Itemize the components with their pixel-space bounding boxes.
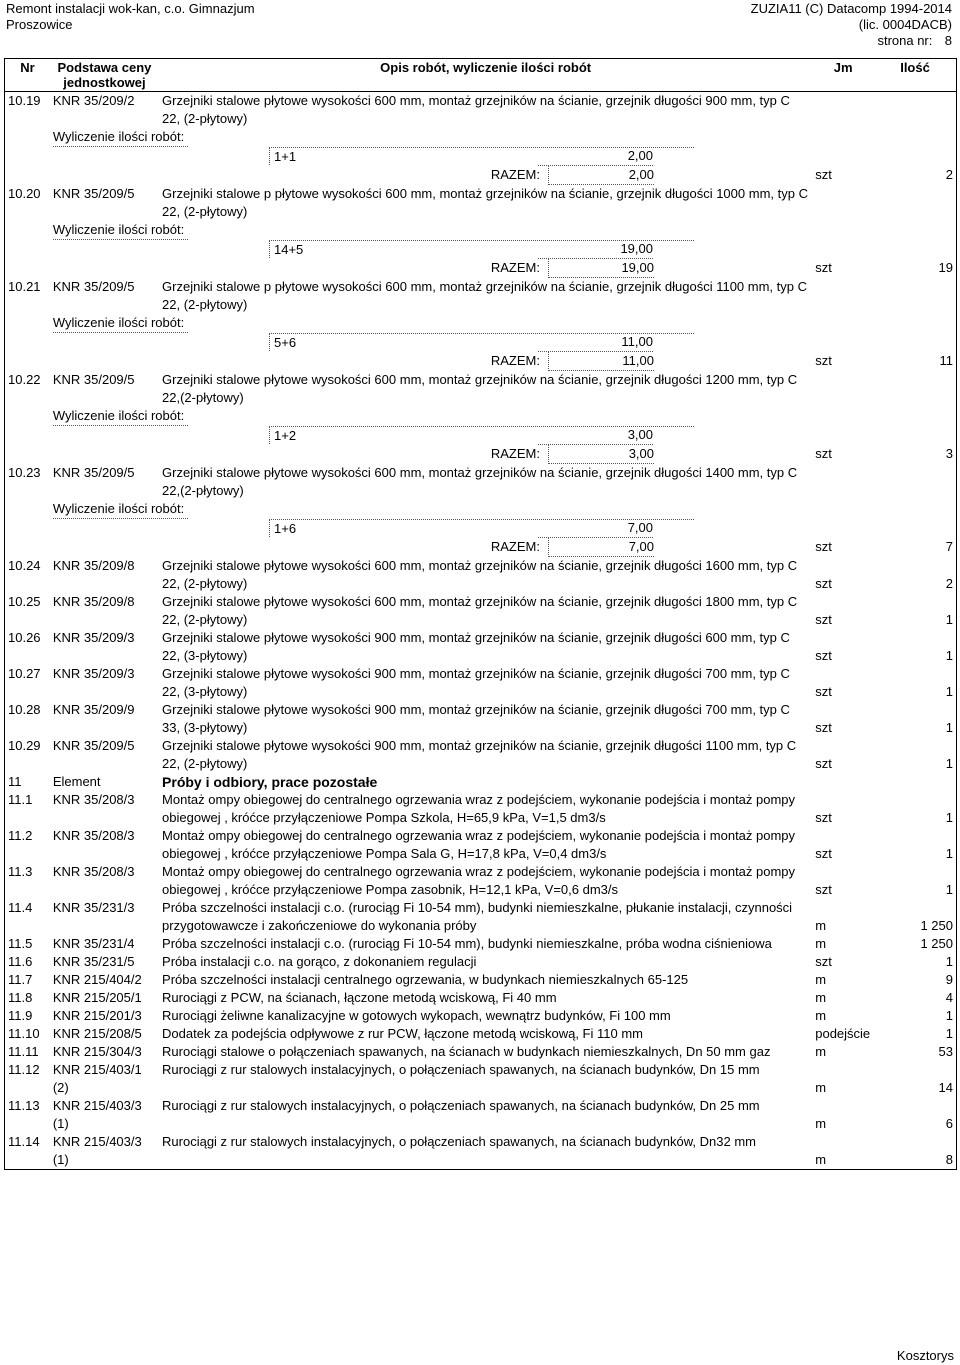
- item-jm: szt: [815, 720, 832, 735]
- table-row: [5, 1097, 957, 1133]
- blank-cell: [874, 147, 956, 166]
- col-desc-header: Opis robót, wyliczenie ilości robót: [159, 59, 812, 92]
- blank-cell: [812, 519, 874, 538]
- blank-cell: [874, 519, 956, 538]
- blank-cell: [812, 407, 874, 426]
- item-base: KNR 215/404/2: [52, 972, 142, 987]
- item-qty: 2: [945, 167, 953, 182]
- table-row: [5, 863, 957, 899]
- calc-subtotal: 2,00: [538, 147, 653, 166]
- license-info: (lic. 0004DACB): [858, 17, 952, 32]
- item-description: Próba szczelności instalacji c.o. (rurociąg Fi 10-54 mm), budynki niemieszkalne, płukanie instalacji, czynności przygotowawcze i zakończeniowe do wykonania próby: [162, 900, 793, 933]
- calc-line: [8, 519, 809, 538]
- calc-line: [8, 426, 809, 445]
- item-jm: szt: [815, 576, 832, 591]
- col-jm-header: Jm: [812, 59, 874, 92]
- blank-cell: [812, 426, 874, 445]
- calc-expression-row: [5, 147, 957, 166]
- calc-expression-row: [5, 519, 957, 538]
- item-nr: 11.7: [8, 972, 33, 987]
- calc-label-cell: [50, 221, 812, 240]
- page-number-value: 8: [944, 33, 952, 48]
- table-row: [5, 1007, 957, 1025]
- razem-row: [5, 352, 957, 371]
- razem-total: 11,00: [548, 352, 654, 371]
- calc-label: Wyliczenie ilości robót:: [53, 500, 188, 519]
- item-jm: szt: [815, 846, 832, 861]
- item-qty: [874, 92, 956, 129]
- table-body: [5, 92, 957, 1170]
- item-qty: 1: [945, 648, 953, 663]
- razem-label: RAZEM:: [490, 167, 540, 182]
- item-qty: 1: [945, 756, 953, 771]
- blank-cell: [874, 407, 956, 426]
- item-description: Rurociągi z rur stalowych instalacyjnych, o połączeniach spawanych, na ścianach budynków, Dn32 mm: [162, 1134, 756, 1149]
- razem-cell: [5, 352, 813, 371]
- table-row: [5, 464, 957, 500]
- razem-total: 3,00: [548, 445, 654, 464]
- item-base: KNR 35/209/3: [52, 630, 135, 645]
- table-row: [5, 1061, 957, 1097]
- item-qty: 53: [938, 1044, 953, 1059]
- item-jm: szt: [815, 446, 832, 461]
- item-qty: 1: [945, 810, 953, 825]
- blank-cell: [874, 773, 956, 791]
- item-description: Rurociągi z rur stalowych instalacyjnych, o połączeniach spawanych, na ścianach budynków, Dn 15 mm: [162, 1062, 760, 1077]
- item-base: KNR 35/209/3: [52, 666, 135, 681]
- item-description: Rurociągi żeliwne kanalizacyjne w gotowych wykopach, wewnątrz budynków, Fi 100 mm: [162, 1008, 671, 1023]
- item-qty: 1: [945, 954, 953, 969]
- blank-cell: [874, 221, 956, 240]
- item-nr: 10.22: [8, 372, 41, 387]
- item-description: Grzejniki stalowe p płytowe wysokości 600 mm, montaż grzejników na ścianie, grzejnik długości 1000 mm, typ C 22, (2-płytowy): [162, 186, 808, 219]
- blank-cell: [5, 407, 50, 426]
- software-name: ZUZIA11 (C) Datacomp 1994-2014: [750, 1, 952, 16]
- item-nr: 10.23: [8, 465, 41, 480]
- blank-cell: [874, 128, 956, 147]
- calc-expression: 1+1: [269, 147, 694, 166]
- item-description: Montaż ompy obiegowej do centralnego ogrzewania wraz z podejściem, wykonanie podejścia i montaż pompy obiegowej , króćce przyłączeniowe Pompa zasobnik, H=12,1 kPa, V=0,6 dm3/s: [162, 864, 796, 897]
- item-base: KNR 35/208/3: [52, 828, 135, 843]
- item-base: KNR 215/403/1 (2): [52, 1062, 142, 1095]
- razem-label: RAZEM:: [490, 353, 540, 368]
- item-jm: podejście: [815, 1026, 871, 1041]
- item-description: Grzejniki stalowe płytowe wysokości 600 mm, montaż grzejników na ścianie, grzejnik długości 900 mm, typ C 22, (2-płytowy): [162, 93, 790, 126]
- item-nr: 11.2: [8, 828, 33, 843]
- item-qty: 7: [945, 539, 953, 554]
- item-qty: [874, 464, 956, 500]
- item-qty: 1: [945, 684, 953, 699]
- table-row: [5, 935, 957, 953]
- item-jm: szt: [815, 684, 832, 699]
- item-description: Dodatek za podejścia odpływowe z rur PCW, łączone metodą wciskową, Fi 110 mm: [162, 1026, 643, 1041]
- calc-expression: 1+6: [269, 519, 694, 538]
- col-qty-header: Ilość: [874, 59, 956, 92]
- page-number: [751, 33, 952, 49]
- item-base: KNR 35/231/5: [52, 954, 135, 969]
- item-base: KNR 35/209/8: [52, 558, 135, 573]
- calc-expression-cell: [5, 333, 813, 352]
- item-description: Grzejniki stalowe płytowe wysokości 900 mm, montaż grzejników na ścianie, grzejnik długości 700 mm, typ C 33, (3-płytowy): [162, 702, 790, 735]
- calc-label-cell: [50, 314, 812, 333]
- item-base: KNR 35/209/5: [52, 372, 135, 387]
- item-jm: m: [815, 1152, 827, 1167]
- item-nr: 11.9: [8, 1008, 33, 1023]
- item-qty: 14: [938, 1080, 953, 1095]
- item-description: Próba instalacji c.o. na gorąco, z dokonaniem regulacji: [162, 954, 477, 969]
- item-description: Grzejniki stalowe płytowe wysokości 600 mm, montaż grzejników na ścianie, grzejnik długości 1600 mm, typ C 22, (2-płytowy): [162, 558, 798, 591]
- item-nr: 11.3: [8, 864, 33, 879]
- item-qty: 2: [945, 576, 953, 591]
- item-jm: szt: [815, 539, 832, 554]
- item-nr: 11.11: [8, 1044, 39, 1059]
- calc-expression: 14+5: [269, 240, 694, 259]
- calc-line: [8, 147, 809, 166]
- item-nr: 10.27: [8, 666, 41, 681]
- item-nr: 10.19: [8, 93, 41, 108]
- item-jm: szt: [815, 353, 832, 368]
- blank-cell: [874, 240, 956, 259]
- razem-cell: [5, 538, 813, 557]
- item-qty: 1: [945, 846, 953, 861]
- item-qty: 6: [945, 1116, 953, 1131]
- razem-line: [8, 538, 809, 557]
- item-qty: 19: [938, 260, 953, 275]
- item-nr: 10.26: [8, 630, 41, 645]
- item-qty: 1: [945, 612, 953, 627]
- calc-expression-cell: [5, 240, 813, 259]
- calc-label-cell: [50, 407, 812, 426]
- item-base: KNR 215/403/3 (1): [52, 1134, 142, 1167]
- item-nr: 10.24: [8, 558, 41, 573]
- razem-row: [5, 166, 957, 185]
- item-base: KNR 35/208/3: [52, 864, 135, 879]
- razem-row: [5, 445, 957, 464]
- item-jm: [812, 371, 874, 407]
- calc-expression: 5+6: [269, 333, 694, 352]
- blank-cell: [874, 426, 956, 445]
- item-jm: szt: [815, 167, 832, 182]
- item-description: Grzejniki stalowe płytowe wysokości 900 mm, montaż grzejników na ścianie, grzejnik długości 1100 mm, typ C 22, (2-płytowy): [162, 738, 797, 771]
- item-qty: [874, 278, 956, 314]
- blank-cell: [812, 240, 874, 259]
- razem-line: [8, 352, 809, 371]
- item-jm: m: [815, 1080, 827, 1095]
- blank-cell: [874, 333, 956, 352]
- item-base: KNR 215/403/3 (1): [52, 1098, 142, 1131]
- blank-cell: [812, 333, 874, 352]
- item-jm: szt: [815, 260, 832, 275]
- item-nr: 11.5: [8, 936, 33, 951]
- item-base: KNR 35/209/5: [52, 465, 135, 480]
- item-qty: 8: [945, 1152, 953, 1167]
- table-row: [5, 827, 957, 863]
- element-nr: 11: [8, 774, 22, 789]
- item-base: KNR 35/209/8: [52, 594, 135, 609]
- item-description: Grzejniki stalowe płytowe wysokości 600 mm, montaż grzejników na ścianie, grzejnik długości 1400 mm, typ C 22,(2-płytowy): [162, 465, 798, 498]
- calc-label-row: [5, 128, 957, 147]
- item-jm: m: [815, 1008, 827, 1023]
- item-nr: 11.1: [8, 792, 33, 807]
- item-qty: 3: [945, 446, 953, 461]
- blank-cell: [5, 221, 50, 240]
- table-row: [5, 989, 957, 1007]
- item-base: KNR 215/208/5: [52, 1026, 142, 1041]
- project-title-line1: Remont instalacji wok-kan, c.o. Gimnazjum: [6, 1, 255, 16]
- calc-label-row: [5, 314, 957, 333]
- razem-line: [8, 259, 809, 278]
- page-label: strona nr:: [877, 33, 933, 48]
- item-description: Grzejniki stalowe płytowe wysokości 600 mm, montaż grzejników na ścianie, grzejnik długości 1200 mm, typ C 22,(2-płytowy): [162, 372, 798, 405]
- razem-row: [5, 259, 957, 278]
- razem-total: 2,00: [548, 166, 654, 185]
- item-jm: szt: [815, 612, 832, 627]
- item-jm: [812, 464, 874, 500]
- item-jm: m: [815, 1116, 827, 1131]
- cost-estimate-table: [4, 58, 957, 1170]
- table-row: [5, 665, 957, 701]
- calc-label: Wyliczenie ilości robót:: [53, 314, 188, 333]
- item-base: KNR 35/209/5: [52, 186, 135, 201]
- item-nr: 10.21: [8, 279, 41, 294]
- item-base: KNR 35/209/5: [52, 279, 135, 294]
- calc-expression-row: [5, 426, 957, 445]
- element-title: Próby i odbiory, prace pozostałe: [162, 774, 378, 790]
- item-qty: [874, 185, 956, 221]
- blank-cell: [812, 128, 874, 147]
- item-qty: 1 250: [920, 936, 953, 951]
- software-info: [751, 1, 952, 49]
- item-jm: [812, 278, 874, 314]
- item-nr: 11.14: [8, 1134, 40, 1149]
- calc-subtotal: 19,00: [538, 240, 653, 259]
- razem-row: [5, 538, 957, 557]
- table-row: [5, 371, 957, 407]
- table-row: [5, 791, 957, 827]
- item-description: Grzejniki stalowe płytowe wysokości 600 mm, montaż grzejników na ścianie, grzejnik długości 1800 mm, typ C 22, (2-płytowy): [162, 594, 798, 627]
- item-jm: m: [815, 936, 827, 951]
- page-header: [0, 0, 960, 60]
- calc-label-cell: [50, 128, 812, 147]
- calc-subtotal: 7,00: [538, 519, 653, 538]
- calc-label: Wyliczenie ilości robót:: [53, 128, 188, 147]
- item-base: KNR 215/304/3: [52, 1044, 142, 1059]
- item-base: KNR 35/209/5: [52, 738, 135, 753]
- blank-cell: [812, 147, 874, 166]
- blank-cell: [812, 221, 874, 240]
- item-qty: 9: [945, 972, 953, 987]
- calc-label-row: [5, 407, 957, 426]
- calc-label: Wyliczenie ilości robót:: [53, 221, 188, 240]
- item-description: Grzejniki stalowe p płytowe wysokości 600 mm, montaż grzejników na ścianie, grzejnik długości 1100 mm, typ C 22, (2-płytowy): [162, 279, 807, 312]
- table-row: [5, 953, 957, 971]
- item-nr: 11.13: [8, 1098, 40, 1113]
- calc-expression-row: [5, 333, 957, 352]
- item-base: KNR 35/208/3: [52, 792, 135, 807]
- calc-line: [8, 240, 809, 259]
- calc-label: Wyliczenie ilości robót:: [53, 407, 188, 426]
- item-qty: 1: [945, 720, 953, 735]
- col-base-header: Podstawa ceny jednostkowej: [50, 59, 159, 92]
- item-base: KNR 215/205/1: [52, 990, 142, 1005]
- item-jm: szt: [815, 648, 832, 663]
- project-title: [6, 1, 255, 33]
- table-row: [5, 701, 957, 737]
- item-jm: [812, 92, 874, 129]
- item-qty: [874, 371, 956, 407]
- item-description: Montaż ompy obiegowej do centralnego ogrzewania wraz z podejściem, wykonanie podejścia i montaż pompy obiegowej , króćce przyłączeniowe Pompa Sala G, H=17,8 kPa, V=0,4 dm3/s: [162, 828, 796, 861]
- razem-label: RAZEM:: [490, 539, 540, 554]
- item-jm: m: [815, 990, 827, 1005]
- calc-label-row: [5, 221, 957, 240]
- blank-cell: [812, 314, 874, 333]
- table-row: [5, 593, 957, 629]
- item-base: KNR 35/231/4: [52, 936, 135, 951]
- blank-cell: [874, 500, 956, 519]
- table-row: [5, 971, 957, 989]
- item-base: KNR 35/209/2: [52, 93, 135, 108]
- item-description: Próba szczelności instalacji centralnego ogrzewania, w budynkach niemieszkalnych 65-125: [162, 972, 689, 987]
- calc-expression-cell: [5, 147, 813, 166]
- calc-label-row: [5, 500, 957, 519]
- item-description: Grzejniki stalowe płytowe wysokości 900 mm, montaż grzejników na ścianie, grzejnik długości 700 mm, typ C 22, (3-płytowy): [162, 666, 790, 699]
- razem-cell: [5, 445, 813, 464]
- calc-expression: 1+2: [269, 426, 694, 445]
- col-nr-header: Nr: [5, 59, 50, 92]
- item-nr: 11.4: [8, 900, 33, 915]
- item-nr: 10.29: [8, 738, 41, 753]
- table-row: [5, 557, 957, 593]
- item-qty: 11: [939, 353, 953, 368]
- blank-cell: [812, 500, 874, 519]
- item-description: Montaż ompy obiegowej do centralnego ogrzewania wraz z podejściem, wykonanie podejścia i montaż pompy obiegowej , króćce przyłączeniowe Pompa Szkola, H=65,9 kPa, V=1,5 dm3/s: [162, 792, 796, 825]
- razem-label: RAZEM:: [490, 260, 540, 275]
- item-nr: 10.20: [8, 186, 41, 201]
- item-qty: 1: [945, 882, 953, 897]
- table-header: [5, 59, 957, 92]
- item-description: Rurociągi z PCW, na ścianach, łączone metodą wciskową, Fi 40 mm: [162, 990, 557, 1005]
- item-nr: 10.28: [8, 702, 41, 717]
- item-nr: 11.10: [8, 1026, 40, 1041]
- item-nr: 11.8: [8, 990, 33, 1005]
- razem-total: 7,00: [548, 538, 654, 557]
- item-base: KNR 35/209/9: [52, 702, 135, 717]
- razem-cell: [5, 259, 813, 278]
- razem-cell: [5, 166, 813, 185]
- blank-cell: [5, 128, 50, 147]
- item-jm: szt: [815, 756, 832, 771]
- item-description: Rurociągi z rur stalowych instalacyjnych, o połączeniach spawanych, na ścianach budynków, Dn 25 mm: [162, 1098, 760, 1113]
- item-description: Próba szczelności instalacji c.o. (rurociąg Fi 10-54 mm), budynki niemieszkalne, próba wodna ciśnieniowa: [162, 936, 772, 951]
- table-row: [5, 185, 957, 221]
- item-qty: 1: [945, 1026, 953, 1041]
- calc-expression-cell: [5, 519, 813, 538]
- project-title-line2: Proszowice: [6, 17, 73, 32]
- item-description: Rurociągi stalowe o połączeniach spawanych, na ścianach w budynkach niemieszkalnych, Dn 50 mm gaz: [162, 1044, 771, 1059]
- blank-cell: [5, 500, 50, 519]
- razem-line: [8, 445, 809, 464]
- razem-label: RAZEM:: [490, 446, 540, 461]
- item-jm: szt: [815, 810, 832, 825]
- item-nr: 10.25: [8, 594, 41, 609]
- element-base: Element: [52, 774, 101, 789]
- blank-cell: [812, 773, 874, 791]
- calc-line: [8, 333, 809, 352]
- element-row: [5, 773, 957, 791]
- table-row: [5, 1043, 957, 1061]
- item-jm: szt: [815, 954, 832, 969]
- blank-cell: [5, 314, 50, 333]
- page-footer: Kosztorys: [896, 1348, 954, 1363]
- razem-total: 19,00: [548, 259, 654, 278]
- calc-label-cell: [50, 500, 812, 519]
- table-row: [5, 899, 957, 935]
- calc-subtotal: 3,00: [538, 426, 653, 445]
- table-row: [5, 1133, 957, 1170]
- item-jm: m: [815, 972, 827, 987]
- razem-line: [8, 166, 809, 185]
- item-jm: szt: [815, 882, 832, 897]
- table-row: [5, 1025, 957, 1043]
- blank-cell: [874, 314, 956, 333]
- item-jm: [812, 185, 874, 221]
- item-jm: m: [815, 918, 827, 933]
- table-row: [5, 629, 957, 665]
- item-qty: 1 250: [920, 918, 953, 933]
- table-row: [5, 737, 957, 773]
- item-qty: 4: [945, 990, 953, 1005]
- item-description: Grzejniki stalowe płytowe wysokości 900 mm, montaż grzejników na ścianie, grzejnik długości 600 mm, typ C 22, (3-płytowy): [162, 630, 790, 663]
- item-qty: 1: [945, 1008, 953, 1023]
- item-nr: 11.12: [8, 1062, 40, 1077]
- calc-expression-cell: [5, 426, 813, 445]
- item-nr: 11.6: [8, 954, 33, 969]
- calc-expression-row: [5, 240, 957, 259]
- item-base: KNR 215/201/3: [52, 1008, 142, 1023]
- table-row: [5, 92, 957, 129]
- item-jm: m: [815, 1044, 827, 1059]
- table-row: [5, 278, 957, 314]
- calc-subtotal: 11,00: [538, 333, 653, 352]
- item-base: KNR 35/231/3: [52, 900, 135, 915]
